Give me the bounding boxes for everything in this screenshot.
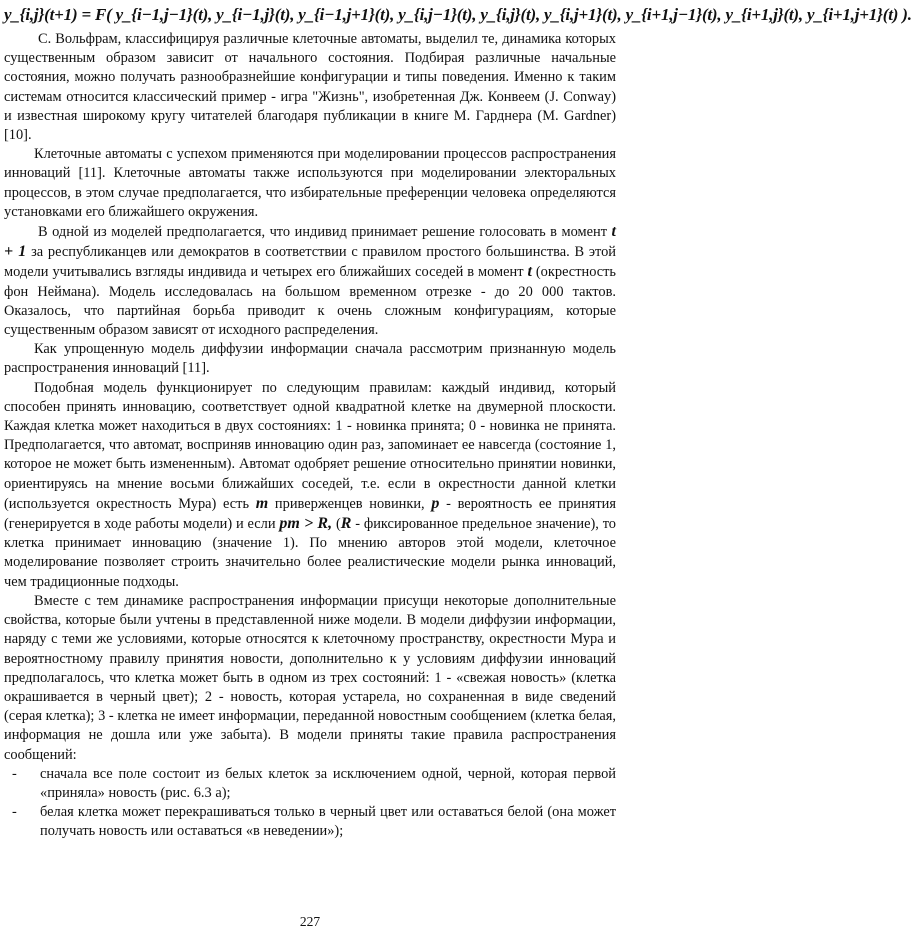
list-item [4, 765, 616, 803]
text-run: ( [335, 516, 341, 533]
rules-list [4, 765, 616, 842]
paragraph-model-rules [4, 379, 616, 592]
text-run: - вероятность ее принятия (генерируется в ходе работы модели) и если [4, 495, 616, 533]
paragraph-innovations: Клеточные автоматы с успехом применяются при моделировании процессов распространения инноваций [11]. Клеточные автоматы также используются при моделировании электоральных процессов, в этом случае предполагается, что избирательные преференции человека определяются установками его ближайшего окружения. [4, 146, 616, 220]
page-number: 227 [299, 914, 321, 929]
body-text [4, 30, 616, 842]
math-t-plus-1: t + 1 [4, 223, 616, 261]
math-pm-gt-r: pm > R, [279, 515, 333, 533]
paragraph-wolfram: С. Вольфрам, классифицируя различные клеточные автоматы, выделил те, динамика которых существенным образом зависит от начального состояния. Подбирая различные начальные состояния, можно получать разнообразнейшие конфигурации и типы поведения. Именно к таким системам относится классический пример - игра "Жизнь", изобретенная Дж. Конвеем (J. Conway) и известная широкому кругу читателей благодаря публикации в книге М. Гарднера (M. Gardner) [10]. [4, 31, 616, 144]
text-run: В одной из моделей предполагается, что индивид принимает решение голосовать в момент [38, 224, 608, 241]
paragraph-voting-model [4, 222, 616, 340]
list-item [4, 803, 616, 841]
list-marker: - [12, 765, 17, 782]
list-item-text: сначала все поле состоит из белых клеток за исключением одной, черной, которая первой «приняла» новость (рис. 6.3 а); [40, 765, 616, 801]
text-run: Подобная модель функционирует по следующим правилам: каждый индивид, который способен принять инновацию, соответствует одной квадратной клетке на двумерной плоскости. Каждая клетка может находиться в двух состояниях: 1 - новинка принята; 0 - новинка не принята. Предполагается, что автомат, восприняв инновацию один раз, запоминает ее навсегда (состояние 1, которое не может быть измененным). Автомат одобряет решение относительно принятии новинки, ориентируясь на мнение восьми ближайших соседей, т.е. если в окрестности данной клетки (используется окрестность Мура) есть [4, 379, 616, 512]
text-run: приверженцев новинки, [274, 495, 425, 512]
paragraph-information-diffusion: Вместе с тем динамике распространения информации присущи некоторые дополнительные свойства, которые были учтены в представленной ниже модели. В модели диффузии информации, наряду с теми же условиями, которые относятся к клеточному пространству, окрестности Мура и вероятностному правилу принятия новости, дополнительно к у условиям диффузии инноваций предполагалось, что клетка может быть в одном из трех состояний: 1 - «свежая новость» (клетка окрашивается в черный цвет); 2 - новость, которая устарела, но сохраненная в виде сведений (серая клетка); 3 - клетка не имеет информации, переданной новостным сообщением (клетка белая, информация не дошла или уже забыта). В модели приняты такие правила распространения сообщений: [4, 592, 616, 763]
math-r: R [340, 515, 352, 533]
list-item-text: белая клетка может перекрашиваться только в черный цвет или оставаться белой (она может получать новость или оставаться «в неведении»); [40, 804, 616, 840]
cellular-automaton-formula: y_{i,j}(t+1) = F( y_{i−1,j−1}(t), y_{i−1,j}(t), y_{i−1,j+1}(t), y_{i,j−1}(t), y_{i,j}(t), y_{i,j+1}(t), y_{i+1,j−1}(t), y_{i+1,j}(t), y_{i+1,j+1}(t) ). [4, 5, 912, 24]
text-run: (окрестность фон Неймана). Модель исследовалась на большом временном отрезке - до 20 000 тактов. Оказалось, что партийная борьба приводит к очень сложным конфигурациям, которые существенным образом зависят от исходного распределения. [4, 264, 616, 339]
paragraph-diffusion-intro: Как упрощенную модель диффузии информации сначала рассмотрим признанную модель распространения инноваций [11]. [4, 341, 616, 377]
text-run: - фиксированное предельное значение), то клетка принимает инновацию (значение 1). По мнению авторов этой модели, клеточное моделирование позволяет строить значительно более реалистические модели рынка инноваций, чем традиционные подходы. [4, 516, 616, 590]
math-m: m [255, 494, 269, 512]
math-p: p [431, 494, 440, 512]
math-t: t [527, 263, 532, 281]
text-run: за республиканцев или демократов в соответствии с правилом простого большинства. В этой модели учитывались взгляды индивида и четырех его ближайших соседей в момент [4, 244, 616, 281]
list-marker: - [12, 804, 17, 821]
